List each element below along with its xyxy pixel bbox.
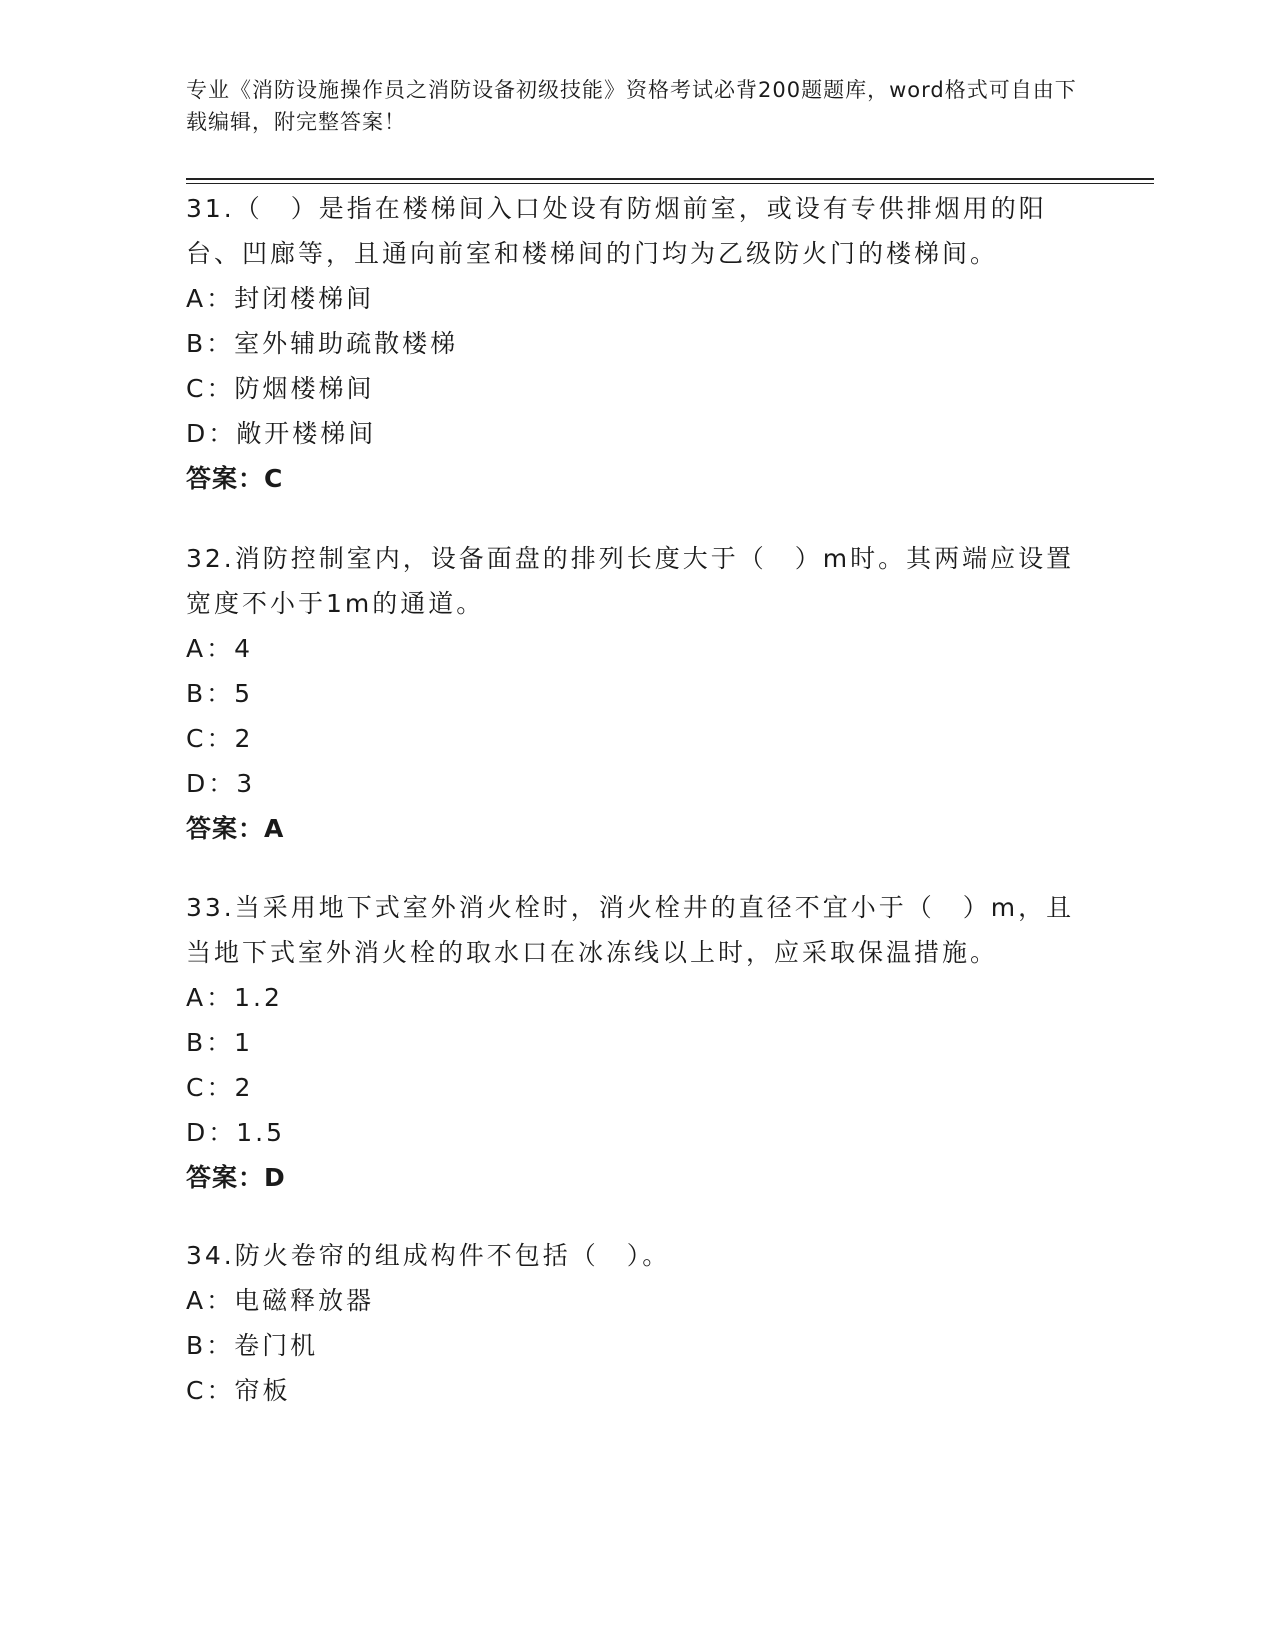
question-stem: 34.防火卷帘的组成构件不包括（ ）。 [186,1241,671,1270]
option-b: B：5 [186,679,254,708]
question-31 [186,186,1086,501]
option-c: C：帘板 [186,1376,291,1405]
question-stem: 31.（ ）是指在楼梯间入口处设有防烟前室，或设有专供排烟用的阳台、凹廊等，且通向前室和楼梯间的门均为乙级防火门的楼梯间。 [186,194,1047,268]
option-c: C：防烟楼梯间 [186,374,375,403]
option-a: A：1.2 [186,983,283,1012]
option-c: C：2 [186,724,254,753]
header-divider-thick [186,178,1154,180]
question-stem: 33.当采用地下式室外消火栓时，消火栓井的直径不宜小于（ ）m，且当地下式室外消火栓的取水口在冰冻线以上时，应采取保温措施。 [186,893,1075,967]
option-b: B：卷门机 [186,1331,319,1360]
option-b: B：室外辅助疏散楼梯 [186,329,459,358]
answer: 答案：A [186,814,285,843]
option-a: A：4 [186,634,254,663]
question-33 [186,885,1086,1200]
answer: 答案：D [186,1163,286,1192]
answer: 答案：C [186,464,284,493]
option-c: C：2 [186,1073,254,1102]
option-a: A：电磁释放器 [186,1286,375,1315]
question-32 [186,536,1086,851]
question-34 [186,1233,1086,1413]
option-d: D：3 [186,769,256,798]
document-header: 专业《消防设施操作员之消防设备初级技能》资格考试必背200题题库，word格式可自由下载编辑，附完整答案！ [186,78,1077,134]
question-stem: 32.消防控制室内，设备面盘的排列长度大于（ ）m时。其两端应设置宽度不小于1m的通道。 [186,544,1075,618]
option-d: D：1.5 [186,1118,286,1147]
option-d: D：敞开楼梯间 [186,419,377,448]
option-a: A：封闭楼梯间 [186,284,375,313]
header-divider-thin [186,183,1154,184]
option-b: B：1 [186,1028,254,1057]
